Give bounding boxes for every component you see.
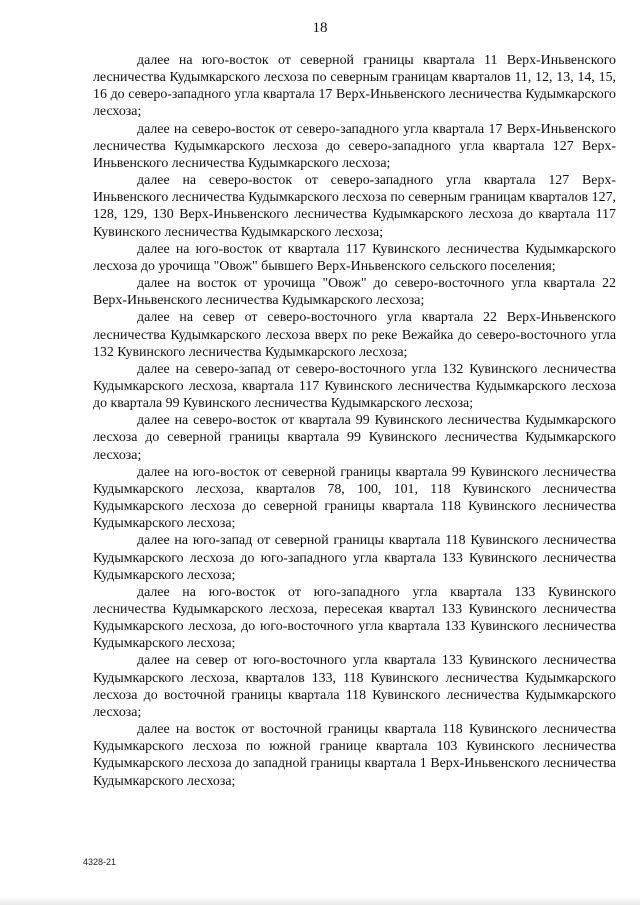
paragraph: далее на северо-запад от северо-восточного угла 132 Кувинского лесничества Кудымкарского лесхоза, квартала 117 Кувинского лесничества Кудымкарского лесхоза до квартала 99 Кувинского лесничества Кудымкарского лесхоза; bbox=[93, 361, 616, 412]
paragraph: далее на северо-восток от квартала 99 Кувинского лесничества Кудымкарского лесхоза до северной границы квартала 99 Кувинского лесничества Кудымкарского лесхоза; bbox=[93, 413, 616, 463]
paragraph: далее на юго-запад от северной границы квартала 118 Кувинского лесничества Кудымкарского лесхоза до юго-западного угла квартала 133 Кувинского лесничества Кудымкарского лесхоза; bbox=[93, 533, 616, 583]
paragraph: далее на юго-восток от квартала 117 Кувинского лесничества Кудымкарского лесхоза до урочища "Овож" бывшего Верх-Иньвенского сельского поселения; bbox=[93, 241, 616, 274]
page-number: 18 bbox=[312, 20, 328, 36]
paragraph: далее на юго-восток от юго-западного угла квартала 133 Кувинского лесничества Кудымкарского лесхоза, пересекая квартал 133 Кувинского лесничества Кудымкарского лесхоза, до юго-восточного угла квартала 133 Кувинского лесничества Кудымкарского лесхоза; bbox=[93, 584, 616, 652]
paragraph: далее на север от северо-восточного угла квартала 22 Верх-Иньвенского лесничества Кудымкарского лесхоза вверх по реке Вежайка до северо-восточного угла 132 Кувинского лесничества Кудымкарского лесхоза; bbox=[93, 310, 616, 360]
paragraph: далее на юго-восток от северной границы квартала 11 Верх-Иньвенского лесничества Кудымкарского лесхоза по северным границам кварталов 11, 12, 13, 14, 15, 16 до северо-западного угла квартала 17 Верх-Иньвенского лесничества Кудымкарского лесхоза; bbox=[93, 53, 616, 120]
paragraph: далее на северо-восток от северо-западного угла квартала 17 Верх-Иньвенского лесничества Кудымкарского лесхоза до северо-западного угла квартала 127 Верх-Иньвенского лесничества Кудымкарского лесхоза; bbox=[93, 121, 616, 171]
body-text bbox=[93, 52, 616, 790]
paragraph: далее на восток от урочища "Овож" до северо-восточного угла квартала 22 Верх-Иньвенского лесничества Кудымкарского лесхоза; bbox=[93, 276, 616, 309]
paragraph: далее на юго-восток от северной границы квартала 99 Кувинского лесничества Кудымкарского лесхоза, кварталов 78, 100, 101, 118 Кувинского лесничества Кудымкарского лесхоза до северной границы квартала 118 Кувинского лесничества Кудымкарского лесхоза; bbox=[93, 464, 616, 532]
scan-edge-shadow bbox=[0, 897, 640, 905]
document-code: 4328-21 bbox=[83, 857, 117, 867]
paragraph: далее на северо-восток от северо-западного угла квартала 127 Верх-Иньвенского лесничества Кудымкарского лесхоза по северным границам кварталов 127, 128, 129, 130 Верх-Иньвенского лесничества Кудымкарского лесхоза до квартала 117 Кувинского лесничества Кудымкарского лесхоза; bbox=[93, 173, 616, 240]
paragraph: далее на север от юго-восточного угла квартала 133 Кувинского лесничества Кудымкарского лесхоза, кварталов 133, 118 Кувинского лесничества Кудымкарского лесхоза до восточной границы квартала 118 Кувинского лесничества Кудымкарского лесхоза; bbox=[93, 653, 616, 720]
paragraph: далее на восток от восточной границы квартала 118 Кувинского лесничества Кудымкарского лесхоза по южной границе квартала 103 Кувинского лесничества Кудымкарского лесхоза до западной границы квартала 1 Верх-Иньвенского лесничества Кудымкарского лесхоза; bbox=[93, 722, 616, 789]
